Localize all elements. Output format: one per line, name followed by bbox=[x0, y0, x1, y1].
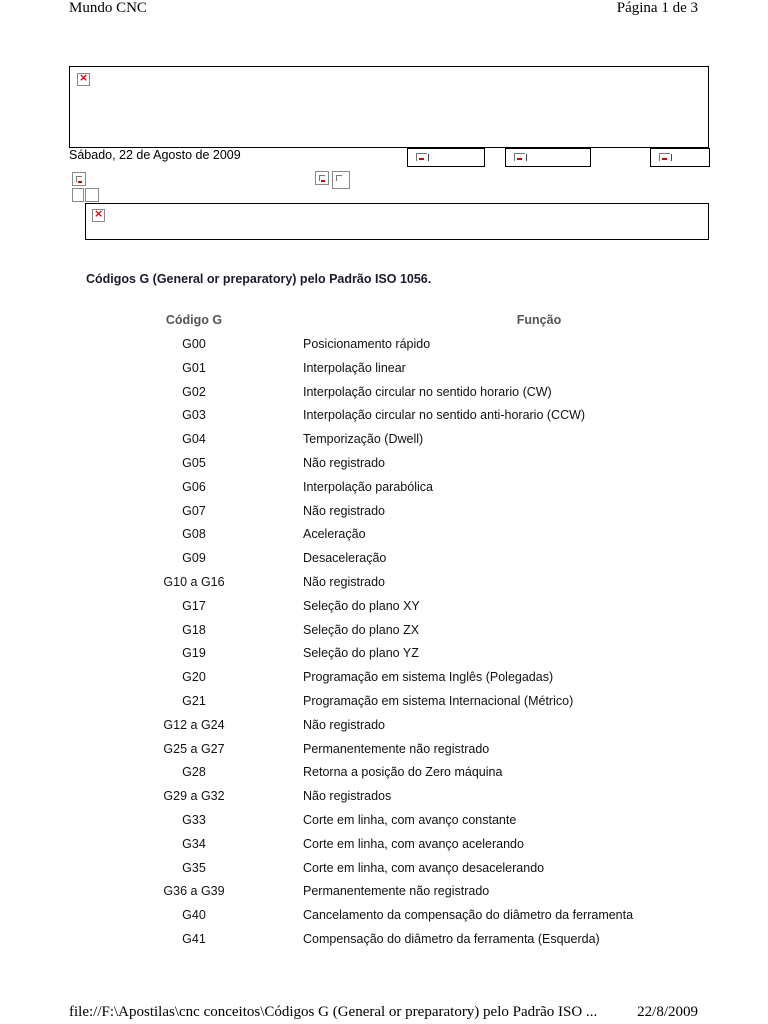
broken-image-icon bbox=[72, 172, 86, 186]
g-code-cell: G34 bbox=[182, 836, 206, 851]
table-row bbox=[0, 623, 768, 643]
function-cell: Seleção do plano ZX bbox=[303, 622, 420, 637]
column-header-code: Código G bbox=[165, 313, 223, 327]
g-code-cell: G07 bbox=[182, 503, 206, 518]
date-text: Sábado, 22 de Agosto de 2009 bbox=[69, 148, 241, 162]
function-cell: Interpolação circular no sentido horario (CW) bbox=[303, 384, 552, 399]
function-cell: Não registrado bbox=[303, 575, 385, 589]
header-page-number: Página 1 de 3 bbox=[616, 0, 698, 16]
function-cell: Permanentemente não registrado bbox=[303, 741, 490, 756]
function-cell: Permanentemente não registrado bbox=[303, 884, 490, 899]
table-row bbox=[0, 837, 768, 857]
g-code-cell: G08 bbox=[182, 527, 206, 542]
nav-button-3[interactable] bbox=[650, 148, 710, 167]
column-header-function: Função bbox=[516, 313, 562, 327]
function-cell: Interpolação parabólica bbox=[303, 479, 433, 494]
g-code-cell: G36 a G39 bbox=[163, 884, 225, 899]
table-row bbox=[0, 742, 768, 762]
banner-frame bbox=[69, 66, 709, 148]
table-row bbox=[0, 480, 768, 500]
table-row bbox=[0, 646, 768, 666]
g-code-cell: G00 bbox=[182, 337, 206, 351]
table-row bbox=[0, 861, 768, 881]
function-cell: Corte em linha, com avanço constante bbox=[303, 813, 517, 827]
function-cell: Seleção do plano XY bbox=[303, 598, 420, 613]
function-cell: Não registrado bbox=[303, 503, 385, 518]
table-row bbox=[0, 694, 768, 714]
function-cell: Posicionamento rápido bbox=[303, 337, 431, 351]
g-code-cell: G33 bbox=[182, 813, 206, 827]
function-cell: Compensação do diâmetro da ferramenta (Esquerda) bbox=[303, 932, 600, 946]
g-code-cell: G01 bbox=[182, 360, 206, 375]
g-code-cell: G10 a G16 bbox=[163, 575, 225, 589]
function-cell: Cancelamento da compensação do diâmetro da ferramenta bbox=[303, 908, 634, 923]
header-site-name: Mundo CNC bbox=[69, 0, 147, 16]
g-code-cell: G18 bbox=[182, 622, 206, 637]
function-cell: Desaceleração bbox=[303, 551, 387, 566]
g-code-cell: G41 bbox=[182, 932, 206, 946]
broken-image-icon bbox=[332, 171, 350, 189]
broken-image-icon: × bbox=[79, 71, 89, 84]
g-code-cell: G05 bbox=[182, 456, 206, 470]
table-row bbox=[0, 599, 768, 619]
broken-image-icon bbox=[416, 153, 427, 161]
function-cell: Temporização (Dwell) bbox=[303, 432, 424, 447]
broken-image-icon: × bbox=[94, 207, 104, 220]
table-row bbox=[0, 504, 768, 524]
table-row bbox=[0, 813, 768, 833]
broken-image-icon bbox=[514, 153, 525, 161]
table-row bbox=[0, 408, 768, 428]
function-cell: Programação em sistema Internacional (Métrico) bbox=[303, 694, 574, 708]
function-cell: Retorna a posição do Zero máquina bbox=[303, 765, 503, 780]
table-row bbox=[0, 932, 768, 952]
function-cell: Corte em linha, com avanço desacelerando bbox=[303, 860, 545, 875]
g-code-cell: G28 bbox=[182, 765, 206, 780]
table-row bbox=[0, 670, 768, 690]
table-row bbox=[0, 456, 768, 476]
table-row bbox=[0, 765, 768, 785]
function-cell: Não registrados bbox=[303, 789, 392, 804]
function-cell: Não registrado bbox=[303, 456, 385, 470]
function-cell: Interpolação linear bbox=[303, 360, 406, 375]
function-cell: Interpolação circular no sentido anti-horario (CCW) bbox=[303, 408, 586, 423]
g-code-cell: G09 bbox=[182, 551, 206, 566]
function-cell: Aceleração bbox=[303, 527, 366, 542]
table-row bbox=[0, 908, 768, 928]
g-code-cell: G02 bbox=[182, 384, 206, 399]
function-cell: Seleção do plano YZ bbox=[303, 646, 419, 661]
table-row bbox=[0, 718, 768, 738]
g-code-cell: G21 bbox=[182, 694, 206, 708]
table-row bbox=[0, 361, 768, 381]
g-code-cell: G40 bbox=[182, 908, 206, 923]
broken-image-icon bbox=[315, 171, 329, 185]
g-code-cell: G20 bbox=[182, 670, 206, 685]
function-cell: Corte em linha, com avanço acelerando bbox=[303, 836, 524, 851]
g-code-cell: G29 a G32 bbox=[163, 789, 225, 804]
broken-image-icon bbox=[659, 153, 670, 161]
nav-button-2[interactable] bbox=[505, 148, 591, 167]
g-code-cell: G25 a G27 bbox=[163, 741, 225, 756]
table-row bbox=[0, 432, 768, 452]
g-code-cell: G03 bbox=[182, 408, 206, 423]
content-frame bbox=[85, 203, 709, 240]
g-code-cell: G04 bbox=[182, 432, 206, 447]
footer-date: 22/8/2009 bbox=[637, 1004, 698, 1020]
page-title: Códigos G (General or preparatory) pelo Padrão ISO 1056. bbox=[86, 272, 432, 286]
function-cell: Programação em sistema Inglês (Polegadas) bbox=[303, 670, 554, 685]
table-row bbox=[0, 551, 768, 571]
g-code-cell: G12 a G24 bbox=[163, 717, 225, 732]
g-code-cell: G17 bbox=[182, 598, 206, 613]
table-row bbox=[0, 884, 768, 904]
table-row bbox=[0, 575, 768, 595]
nav-button-1[interactable] bbox=[407, 148, 485, 167]
g-code-cell: G35 bbox=[182, 860, 206, 875]
function-cell: Não registrado bbox=[303, 717, 385, 732]
broken-image-icon bbox=[72, 188, 84, 202]
g-code-cell: G06 bbox=[182, 479, 206, 494]
table-row bbox=[0, 385, 768, 405]
footer-path: file://F:\Apostilas\cnc conceitos\Códigos G (General or preparatory) pelo Padrão ISO ... bbox=[69, 1004, 598, 1020]
g-code-cell: G19 bbox=[182, 646, 206, 661]
table-row bbox=[0, 337, 768, 357]
table-row bbox=[0, 527, 768, 547]
broken-image-icon bbox=[85, 188, 99, 202]
table-row bbox=[0, 789, 768, 809]
